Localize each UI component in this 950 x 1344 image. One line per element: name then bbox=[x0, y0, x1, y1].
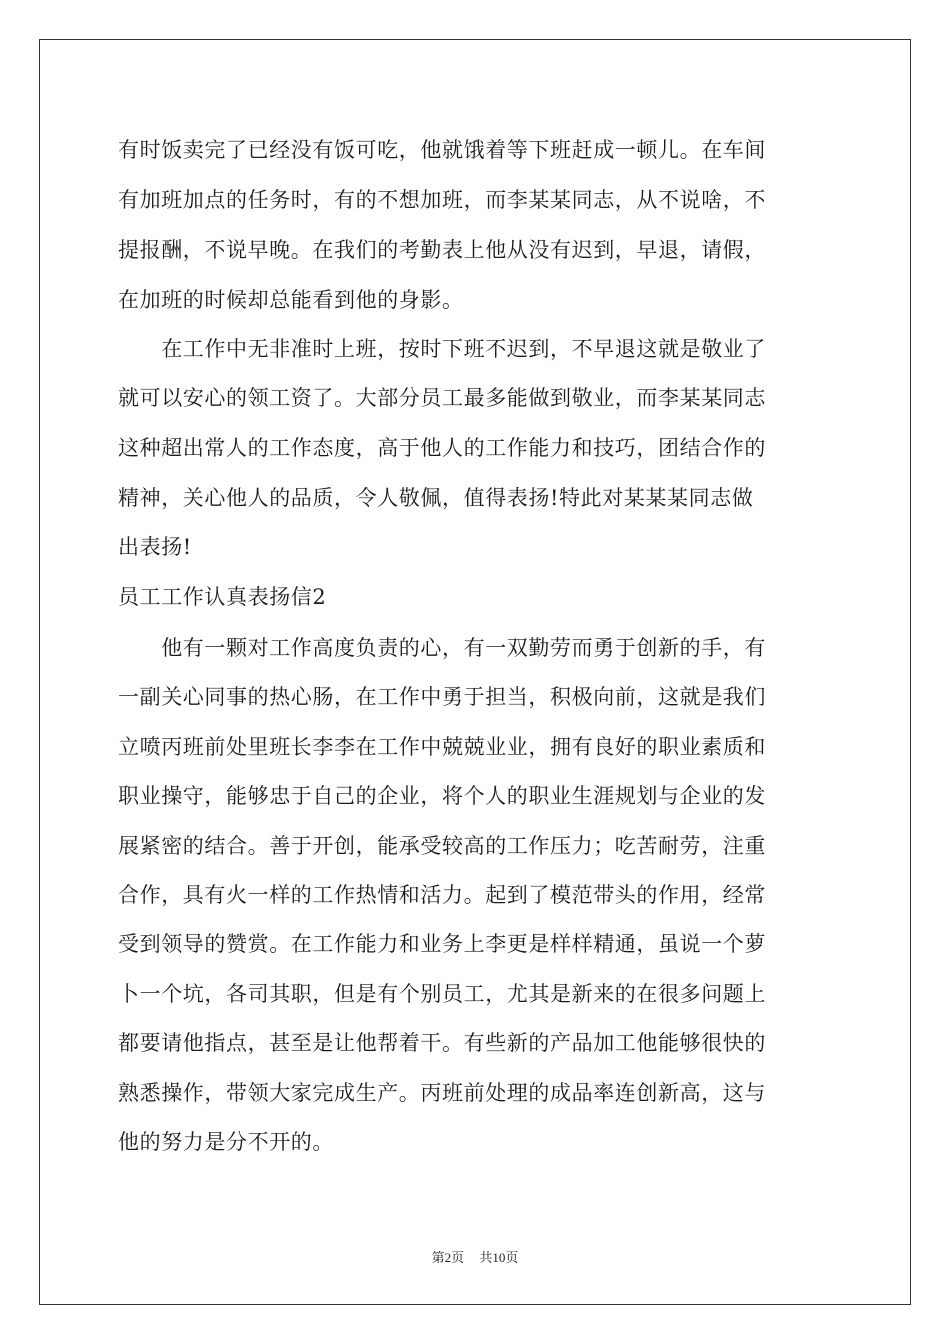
text-line: 有加班加点的任务时，有的不想加班，而李某某同志，从不说啥，不 bbox=[118, 188, 766, 212]
page-border bbox=[39, 39, 911, 1305]
page-total: 共10页 bbox=[479, 1250, 519, 1265]
text-line: 展紧密的结合。善于开创，能承受较高的工作压力；吃苦耐劳，注重 bbox=[118, 834, 766, 858]
text-line: 都要请他指点，甚至是让他帮着干。有些新的产品加工他能够很快的 bbox=[118, 1031, 766, 1055]
page-number: 第2页 bbox=[431, 1250, 465, 1265]
text-line: 有时饭卖完了已经没有饭可吃，他就饿着等下班赶成一顿儿。在车间 bbox=[118, 138, 766, 162]
page-footer bbox=[0, 1247, 950, 1266]
text-line: 合作，具有火一样的工作热情和活力。起到了模范带头的作用，经常 bbox=[118, 883, 766, 907]
text-line: 精神，关心他人的品质，令人敬佩，值得表扬!特此对某某某同志做 bbox=[118, 486, 754, 510]
section-heading: 员工工作认真表扬信2 bbox=[118, 585, 327, 609]
text-line: 立喷丙班前处里班长李李在工作中兢兢业业，拥有良好的职业素质和 bbox=[118, 735, 766, 759]
text-line: 受到领导的赞赏。在工作能力和业务上李更是样样精通，虽说一个萝 bbox=[118, 932, 766, 956]
text-line: 他的努力是分不开的。 bbox=[118, 1130, 334, 1154]
text-line: 提报酬，不说早晚。在我们的考勤表上他从没有迟到，早退，请假， bbox=[118, 238, 766, 262]
text-line: 在工作中无非准时上班，按时下班不迟到，不早退这就是敬业了 bbox=[118, 337, 766, 361]
text-line: 卜一个坑，各司其职，但是有个别员工，尤其是新来的在很多问题上 bbox=[118, 982, 766, 1006]
text-line: 在加班的时候却总能看到他的身影。 bbox=[118, 288, 464, 312]
text-line: 出表扬! bbox=[118, 535, 192, 559]
text-line: 就可以安心的领工资了。大部分员工最多能做到敬业，而李某某同志 bbox=[118, 386, 766, 410]
text-line: 熟悉操作，带领大家完成生产。丙班前处理的成品率连创新高，这与 bbox=[118, 1081, 766, 1105]
text-line: 他有一颗对工作高度负责的心，有一双勤劳而勇于创新的手，有 bbox=[118, 636, 766, 660]
text-line: 这种超出常人的工作态度，高于他人的工作能力和技巧，团结合作的 bbox=[118, 436, 766, 460]
text-line: 一副关心同事的热心肠，在工作中勇于担当，积极向前，这就是我们 bbox=[118, 685, 766, 709]
text-line: 职业操守，能够忠于自己的企业，将个人的职业生涯规划与企业的发 bbox=[118, 784, 766, 808]
